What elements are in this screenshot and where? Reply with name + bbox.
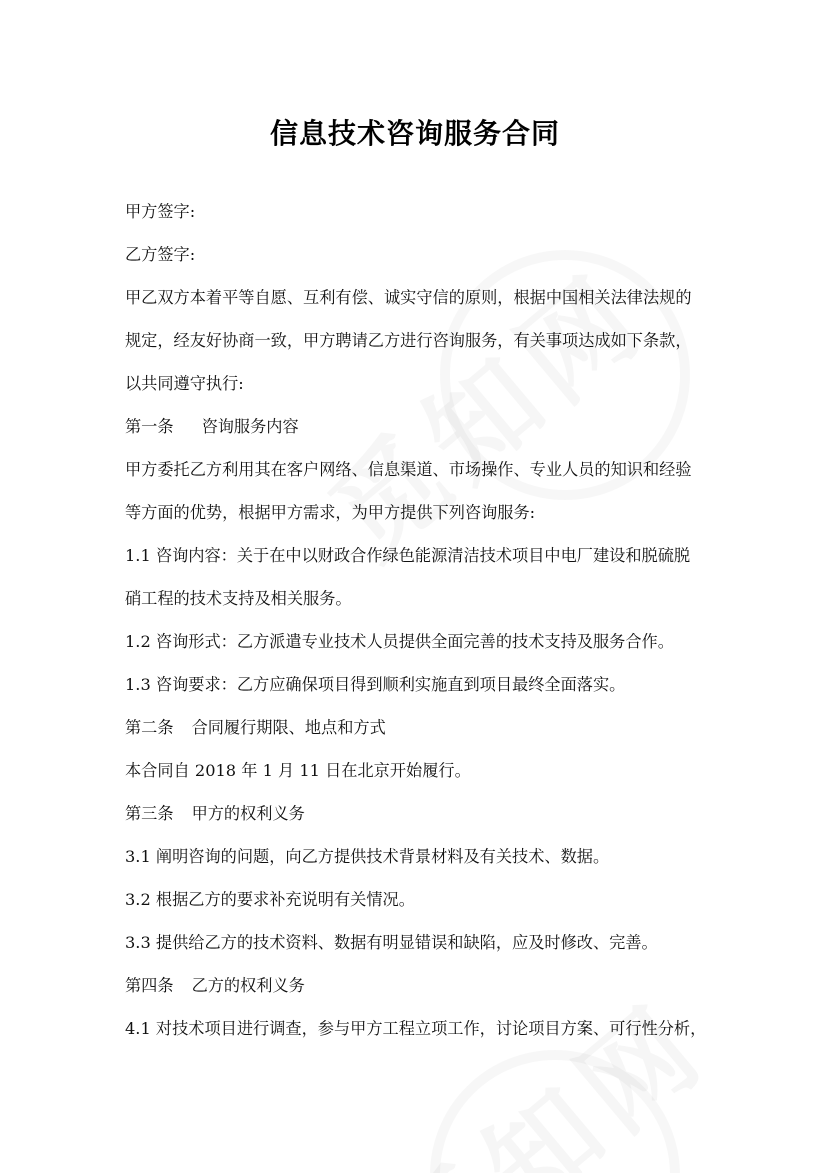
article-2-body: 本合同自 2018 年 1 月 11 日在北京开始履行。 (125, 761, 471, 780)
article-number: 第一条 (125, 417, 174, 436)
contract-body (125, 190, 715, 1050)
article-3-heading (125, 792, 715, 835)
article-1-heading (125, 405, 715, 448)
clause-3-2: 3.2 根据乙方的要求补充说明有关情况。 (125, 890, 415, 909)
article-title: 甲方的权利义务 (191, 804, 305, 823)
clause-4-1: 4.1 对技术项目进行调查，参与甲方工程立项工作，讨论项目方案、可行性分析， (125, 1019, 707, 1038)
clause-3-3: 3.3 提供给乙方的技术资料、数据有明显错误和缺陷，应及时修改、完善。 (125, 933, 658, 952)
article-number: 第四条 (125, 976, 174, 995)
watermark-ring (430, 1050, 680, 1173)
article-1-body-line: 等方面的优势，根据甲方需求，为甲方提供下列咨询服务: (125, 503, 536, 522)
clause-1-1-continued: 硝工程的技术支持及相关服务。 (125, 589, 352, 608)
article-title: 咨询服务内容 (201, 417, 299, 436)
article-4-heading (125, 964, 715, 1007)
party-a-signature: 甲方签字: (125, 202, 196, 221)
document-title: 信息技术咨询服务合同 (269, 117, 560, 150)
article-number: 第二条 (125, 718, 174, 737)
article-title: 合同履行期限、地点和方式 (191, 718, 386, 737)
clause-1-3: 1.3 咨询要求：乙方应确保项目得到顺利实施直到项目最终全面落实。 (125, 675, 626, 694)
article-2-heading (125, 706, 715, 749)
article-title: 乙方的权利义务 (191, 976, 305, 995)
clause-1-1: 1.1 咨询内容：关于在中以财政合作绿色能源清洁技术项目中电厂建设和脱硫脱 (125, 546, 691, 565)
clause-3-1: 3.1 阐明咨询的问题，向乙方提供技术背景材料及有关技术、数据。 (125, 847, 610, 866)
clause-1-2: 1.2 咨询形式：乙方派遣专业技术人员提供全面完善的技术支持及服务合作。 (125, 632, 674, 651)
article-1-body-line: 甲方委托乙方利用其在客户网络、信息渠道、市场操作、专业人员的知识和经验 (125, 460, 692, 479)
party-b-signature: 乙方签字: (125, 245, 196, 264)
article-number: 第三条 (125, 804, 174, 823)
preamble-line: 以共同遵守执行: (125, 374, 244, 393)
preamble-line: 甲乙双方本着平等自愿、互利有偿、诚实守信的原则，根据中国相关法律法规的 (125, 288, 692, 307)
preamble-line: 规定，经友好协商一致，甲方聘请乙方进行咨询服务，有关事项达成如下条款， (125, 331, 692, 350)
